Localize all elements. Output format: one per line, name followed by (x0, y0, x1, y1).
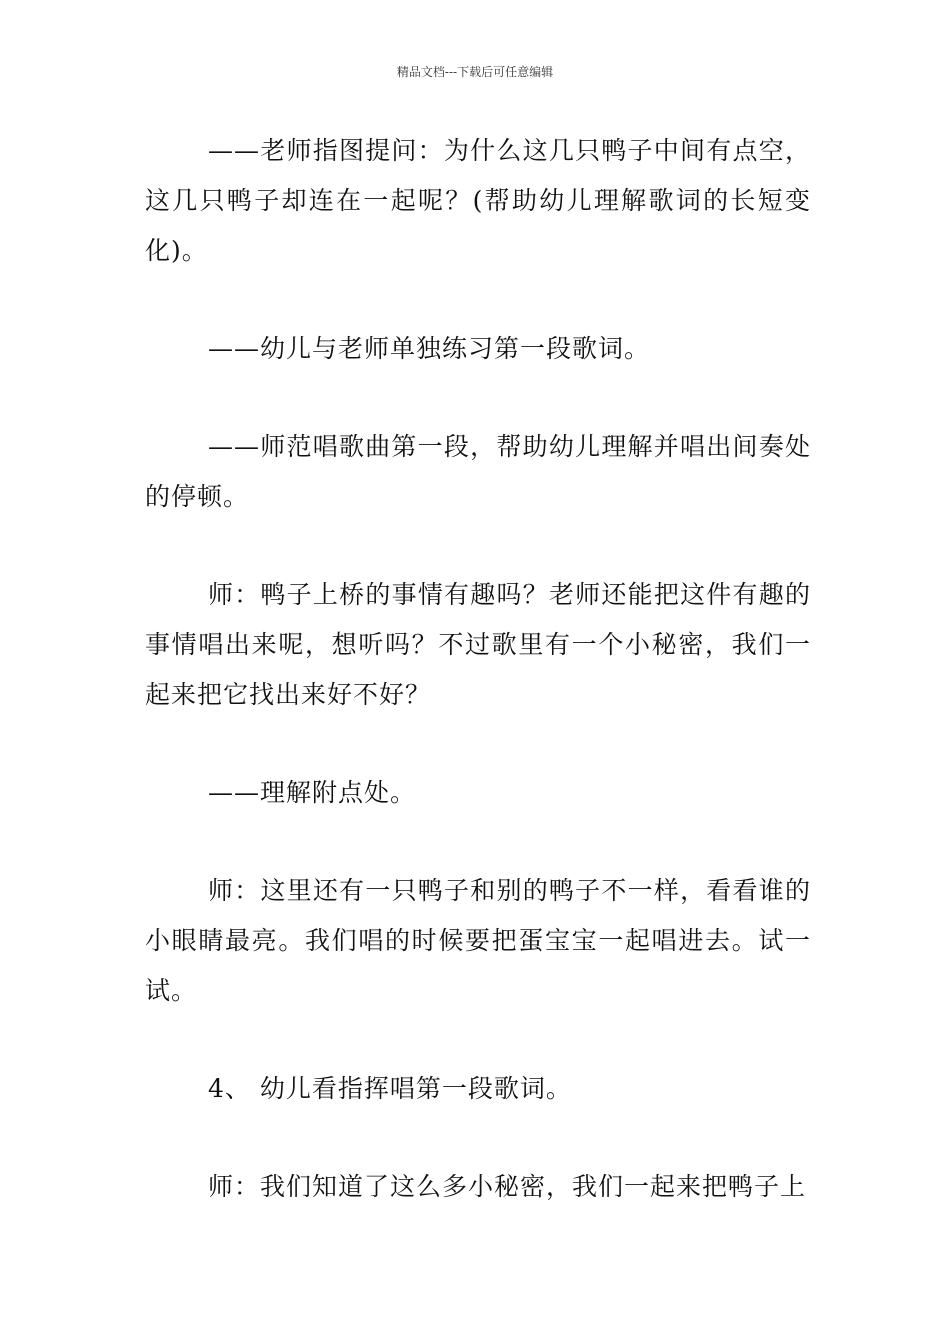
paragraph-step-4: 4、 幼儿看指挥唱第一段歌词。 (208, 1074, 572, 1103)
paragraph-many-secrets: 师：我们知道了这么多小秘密，我们一起来把鸭子上 (208, 1172, 807, 1201)
paragraph-practice-lyrics: ——幼儿与老师单独练习第一段歌词。 (208, 334, 651, 363)
paragraph-special-duck: 师：这里还有一只鸭子和别的鸭子不一样，看看谁的小眼睛最亮。我们唱的时候要把蛋宝宝一起唱进去。试一试。 (145, 876, 811, 1005)
paragraph-teacher-question: ——老师指图提问：为什么这几只鸭子中间有点空，这几只鸭子却连在一起呢？(帮助幼儿理解歌词的长短变化)。 (145, 136, 811, 265)
paragraph-dotted-note: ——理解附点处。 (208, 778, 417, 807)
paragraph-teacher-sings: ——师范唱歌曲第一段，帮助幼儿理解并唱出间奏处的停顿。 (145, 432, 811, 511)
page-header: 精品文档---下载后可任意编辑 (396, 65, 554, 79)
paragraph-secret: 师：鸭子上桥的事情有趣吗？老师还能把这件有趣的事情唱出来呢，想听吗？不过歌里有一个小秘密，我们一起来把它找出来好不好？ (145, 580, 811, 709)
document-body (145, 126, 811, 1260)
